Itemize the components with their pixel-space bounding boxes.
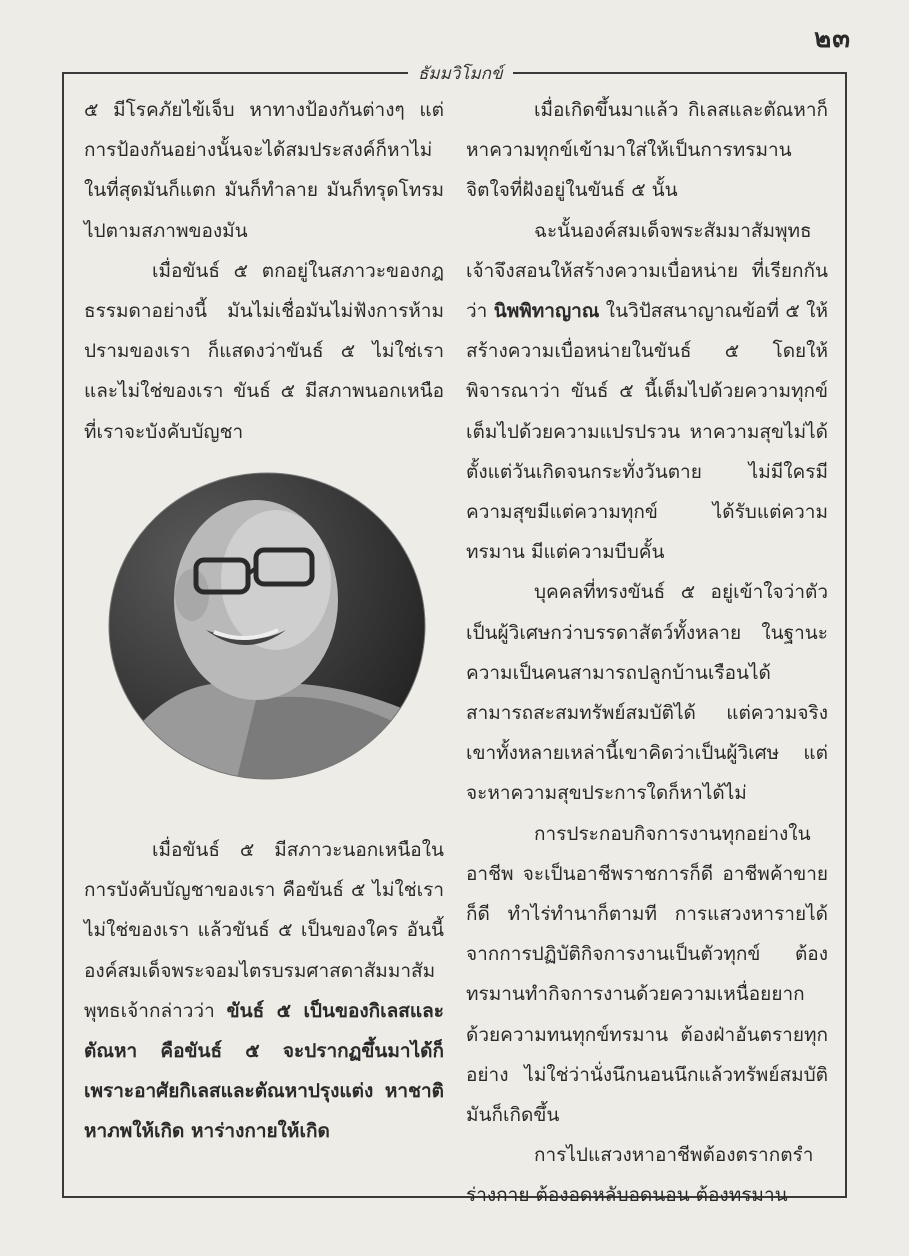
left-column (84, 90, 444, 1143)
bold-text: ขันธ์ ๕ เป็นของกิเลสและตัณหา คือขันธ์ ๕ จะปรากฏขึ้นมาได้ก็เพราะอาศัยกิเลสและตัณหาปรุงแต่ง หาชาติหาภพให้เกิด หาร่างกายให้เกิด (84, 999, 444, 1143)
paragraph (466, 211, 828, 573)
paragraph: การไปแสวงหาอาชีพต้องตรากตรำร่างกาย ต้องอดหลับอดนอน ต้องทรมาน (466, 1144, 814, 1207)
paragraph-text: เมื่อขันธ์ ๕ มีสภาวะนอกเหนือในการบังคับบัญชาของเรา คือขันธ์ ๕ ไม่ใช่เรา ไม่ใช่ของเรา แล้วขันธ์ ๕ เป็นของใคร อันนี้องค์สมเด็จพระจอมไตรบรมศาสดาสัมมาสัมพุทธเจ้ากล่าวว่า (84, 839, 444, 1022)
running-header: ธัมมวิโมกข์ (408, 60, 513, 87)
paragraph: เมื่อขันธ์ ๕ ตกอยู่ในสภาวะของกฎธรรมดาอย่างนี้ มันไม่เชื่อมันไม่ฟังการห้ามปรามของเรา ก็แสดงว่าขันธ์ ๕ ไม่ใช่เราและไม่ใช่ของเรา ขันธ์ ๕ มีสภาพนอกเหนือที่เราจะบังคับบัญชา (84, 259, 444, 443)
bold-term: นิพพิทาญาณ (493, 300, 600, 323)
page-number: ๒๓ (814, 24, 851, 54)
right-column (466, 90, 828, 1216)
paragraph-text: ในวิปัสสนาญาณข้อที่ ๕ ให้สร้างความเบื่อหน่ายในขันธ์ ๕ โดยให้พิจารณาว่า ขันธ์ ๕ นี้เต็มไปด้วยความทุกข์ เต็มไปด้วยความแปรปรวน หาความสุขไม่ได้ ตั้งแต่วันเกิดจนกระทั่งวันตาย ไม่มีใครมีความสุขมีแต่ความทุกข์ ได้รับแต่ความทรมาน มีแต่ความบีบคั้น (466, 300, 828, 564)
paragraph: เมื่อเกิดขึ้นมาแล้ว กิเลสและตัณหาก็หาความทุกข์เข้ามาใส่ให้เป็นการทรมานจิตใจที่ฝังอยู่ในขันธ์ ๕ นั้น (466, 99, 828, 202)
monk-portrait-photo (106, 470, 428, 782)
paragraph: การประกอบกิจการงานทุกอย่างในอาชีพ จะเป็นอาชีพราชการก็ดี อาชีพค้าขายก็ดี ทำไร่ทำนาก็ตามที การแสวงหารายได้จากการปฏิบัติกิจการงานเป็นตัวทุกข์ ต้องทรมานทำกิจการงานด้วยความเหนื่อยยาก ด้วยความทนทุกข์ทรมาน ต้องฝ่าอันตรายทุกอย่าง ไม่ใช่ว่านั่งนึกนอนนึกแล้วทรัพย์สมบัติมันก็เกิดขึ้น (466, 822, 828, 1127)
paragraph: ๕ มีโรคภัยไข้เจ็บ หาทางป้องกันต่างๆ แต่การป้องกันอย่างนั้นจะได้สมประสงค์ก็หาไม่ ในที่สุดมันก็แตก มันก็ทำลาย มันก็ทรุดโทรมไปตามสภาพของมัน (84, 99, 444, 242)
paragraph-text: ฉะนั้นองค์สมเด็จพระสัมมาสัมพุทธเจ้าจึงสอนให้สร้างความเบื่อหน่าย ที่เรียกกันว่า (466, 219, 828, 323)
paragraph (84, 830, 444, 1152)
paragraph: บุคคลที่ทรงขันธ์ ๕ อยู่เข้าใจว่าตัวเป็นผู้วิเศษกว่าบรรดาสัตว์ทั้งหลาย ในฐานะความเป็นคนสามารถปลูกบ้านเรือนได้ สามารถสะสมทรัพย์สมบัติได้ แต่ความจริงเขาทั้งหลายเหล่านี้เขาคิดว่าเป็นผู้วิเศษ แต่จะหาความสุขประการใดก็หาได้ไม่ (466, 581, 828, 805)
